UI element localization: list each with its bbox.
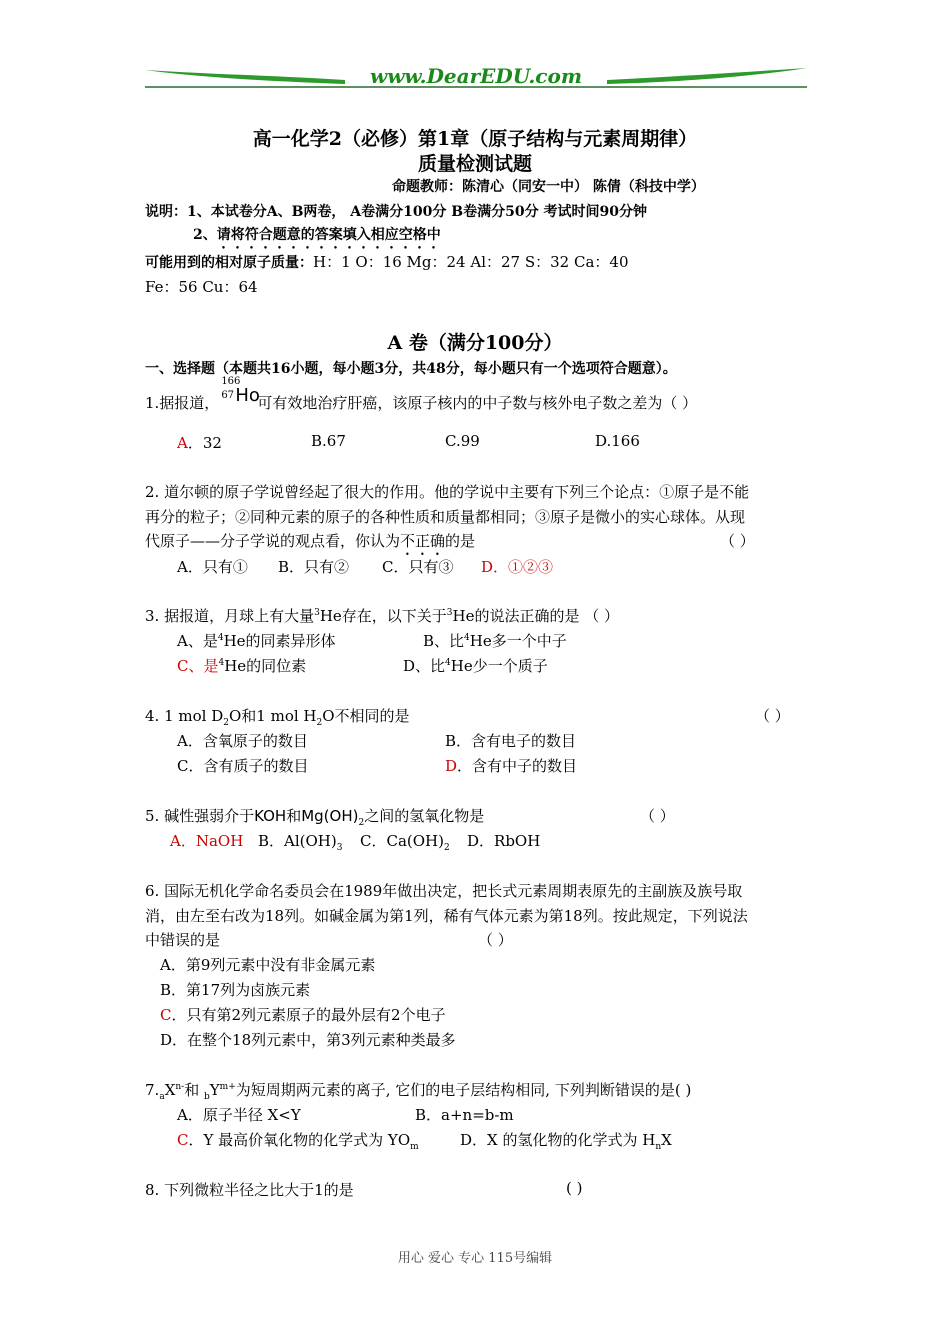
q5-sub: 2 [358,818,365,828]
q5-b-sub: 3 [336,843,343,853]
q7-post: 为短周期两元素的离子, 它们的电子层结构相同, 下列判断错误的是( ) [235,1081,692,1099]
teacher-line: 命题教师：陈清心（同安一中） 陈倩（科技中学） [392,179,705,195]
q5-c-sub: 2 [443,843,450,853]
q5-c-text: C．Ca(OH) [360,832,444,850]
q7-and: 和 [184,1081,204,1099]
q4-d-letter: D [445,757,458,775]
q2-option-c[interactable]: C．只有③ [382,558,454,576]
q7-sup-n: n- [175,1082,185,1092]
atomic-masses-label: 可能用到的相对原子质量： [145,255,313,271]
q1-option-a[interactable] [177,432,222,453]
q7-option-a[interactable]: A．原子半径 X<Y [177,1106,301,1124]
q3-option-c[interactable] [177,655,306,676]
q3-d-post: He少一个质子 [450,657,548,675]
q1-answer-letter: A [177,434,188,452]
part1-heading: 一、选择题（本题共16小题，每小题3分，共48分，每小题只有一个选项符合题意）。 [145,361,677,377]
q4-d-text: ．含有中子的数目 [457,757,578,775]
q7-d-sub: n [655,1142,662,1152]
page-subtitle: 质量检测试题 [417,153,532,175]
q3-d-pre: D、比 [403,657,446,675]
q6-paren: （ ） [478,931,513,949]
q2-paren: （ ） [720,532,755,550]
q5-option-b[interactable] [258,830,342,851]
question-3 [145,605,619,626]
header-banner [145,62,807,92]
q5-option-d[interactable]: D．RbOH [467,832,541,850]
q7-y: Y [209,1081,220,1099]
q3-option-b[interactable] [423,630,567,651]
q3-a-pre: A、是 [177,632,218,650]
q1-text: 可有效地治疗肝癌，该原子核内的中子数与核外电子数之差为（ ） [257,394,698,412]
q3-c-pre: C、是 [177,657,219,675]
q1-iso-mass: 166 [221,376,241,387]
q3-a-post: He的同素异形体 [223,632,336,650]
q1-iso-num: 67 [221,390,235,401]
q2-line-1: 2. 道尔顿的原子学说曾经起了很大的作用。他的学说中主要有下列三个论点：①原子是不能 [145,483,750,501]
q5-post: 之间的氢氧化物是 [364,807,485,825]
q6-option-d[interactable]: D．在整个18列元素中，第3列元素种类最多 [160,1031,456,1049]
q3-option-d[interactable] [403,655,548,676]
q7-d-post: X [661,1131,672,1149]
q2-line-3 [145,530,475,559]
q5-option-c[interactable] [360,830,450,851]
q6-c-letter: C [160,1006,172,1024]
q4-option-a[interactable]: A．含氧原子的数目 [177,732,308,750]
note-line-2-text: 请将符合题意的答案填入相应空格中 [216,227,441,243]
q2-line-3-post: 的是 [445,532,476,550]
page-footer: 用心 爱心 专心 115号编辑 [397,1251,553,1266]
q3-post: He的说法正确的是 （ ） [452,607,620,625]
q3-sup: 3 [314,608,320,618]
note-line-2-prefix: 2、 [193,227,217,243]
q1-prefix: 1.据报道， [145,394,220,412]
question-7 [145,1079,691,1100]
q7-sup-m: m+ [219,1082,236,1092]
q6-line-3: 中错误的是 [145,931,221,949]
q3-sup-2: 3 [446,608,453,618]
q4-paren: （ ） [755,707,790,725]
question-4 [145,705,410,726]
q7-d-text: D．X 的氢化物的化学式为 H [460,1131,656,1149]
q1-option-b[interactable]: B.67 [311,432,346,450]
q3-c-sup: 4 [218,658,225,668]
q2-line-3-pre: 代原子——分子学说的观点看，你认为 [145,532,401,550]
q4-sub: 2 [223,718,229,728]
q6-option-b[interactable]: B．第17列为卤族元素 [160,981,311,999]
q5-b-text: B．Al(OH) [258,832,337,850]
q4-option-d[interactable] [445,755,577,776]
q2-option-b[interactable]: B．只有② [278,558,350,576]
q7-pre: 7. [145,1081,160,1099]
atomic-masses-values: H：1 O：16 Mg：24 Al：27 S：32 Ca：40 [313,253,629,271]
q8-paren: ( ) [566,1179,583,1197]
q7-option-d[interactable] [460,1129,672,1150]
question-5 [145,805,484,826]
q2-emphasis: 不正确 [400,532,446,550]
q3-mid: He存在，以下关于 [319,607,447,625]
q7-c-sub: m [410,1142,419,1152]
q6-option-a[interactable]: A．第9列元素中没有非金属元素 [160,956,376,974]
q3-option-a[interactable] [177,630,336,651]
q6-line-1: 6. 国际无机化学命名委员会在1989年做出决定，把长式元素周期表原先的主副族及族号取 [145,882,743,900]
q3-d-sup: 4 [445,658,451,668]
q1-isotope [219,376,260,408]
q4-pre: 4. 1 mol D [145,707,224,725]
q1-option-a-text: ．32 [187,434,222,452]
q1-option-d[interactable]: D.166 [595,432,640,450]
q6-line-2: 消，由左至右改为18列。如碱金属为第1列，稀有气体元素为第18列。按此规定，下列说法 [145,907,748,925]
q3-c-post: He的同位素 [224,657,307,675]
q7-sub-a: a [159,1092,165,1102]
q5-option-a[interactable]: A．NaOH [170,832,244,850]
q3-b-post: He多一个中子 [469,632,567,650]
q4-sub-2: 2 [316,718,323,728]
note-line-2 [193,224,441,252]
atomic-masses-line-2: Fe：56 Cu：64 [145,278,258,296]
q6-c-text: ．只有第2列元素原子的最外层有2个电子 [171,1006,446,1024]
q1-iso-sym: Ho [235,385,260,406]
atomic-masses-line [145,251,628,272]
section-title: A 卷（满分100分） [387,332,563,354]
q4-option-b[interactable]: B．含有电子的数目 [445,732,577,750]
q8-text: 8. 下列微粒半径之比大于1的是 [145,1181,354,1199]
site-logo: www.DearEDU.com [369,64,582,88]
q3-b-pre: B、比 [423,632,465,650]
q5-mgoh: Mg(OH) [301,807,359,825]
q6-option-c[interactable] [160,1004,446,1025]
q3-b-sup: 4 [464,633,470,643]
q7-x: X [164,1081,176,1099]
q4-post: O不相同的是 [322,707,410,725]
q7-sub-b: b [204,1092,210,1102]
q3-pre: 3. 据报道，月球上有大量 [145,607,315,625]
q5-and: 和 [286,807,302,825]
q5-koh: KOH [254,807,287,825]
q2-option-a[interactable]: A．只有① [177,558,248,576]
q2-line-2: 再分的粒子；②同种元素的原子的各种性质和质量都相同；③原子是微小的实心球体。从现 [145,508,746,526]
q3-a-sup: 4 [217,633,224,643]
q1-option-c[interactable]: C.99 [445,432,480,450]
q7-c-text: ．Y 最高价氧化物的化学式为 YO [188,1131,411,1149]
q5-paren: （ ） [640,807,675,825]
note-line-1: 说明：1、本试卷分A、B两卷， A卷满分100分 B卷满分50分 考试时间90分钟 [145,204,647,220]
q7-option-b[interactable]: B．a+n=b-m [415,1106,514,1124]
q5-pre: 5. 碱性强弱介于 [145,807,255,825]
page-title: 高一化学2（必修）第1章（原子结构与元素周期律） [252,128,698,150]
q4-option-c[interactable]: C．含有质子的数目 [177,757,309,775]
q7-c-letter: C [177,1131,189,1149]
q4-mid: O和1 mol H [228,707,317,725]
q2-option-d[interactable]: D．①②③ [481,558,554,576]
question-1 [145,376,698,413]
q7-option-c[interactable] [177,1129,419,1150]
